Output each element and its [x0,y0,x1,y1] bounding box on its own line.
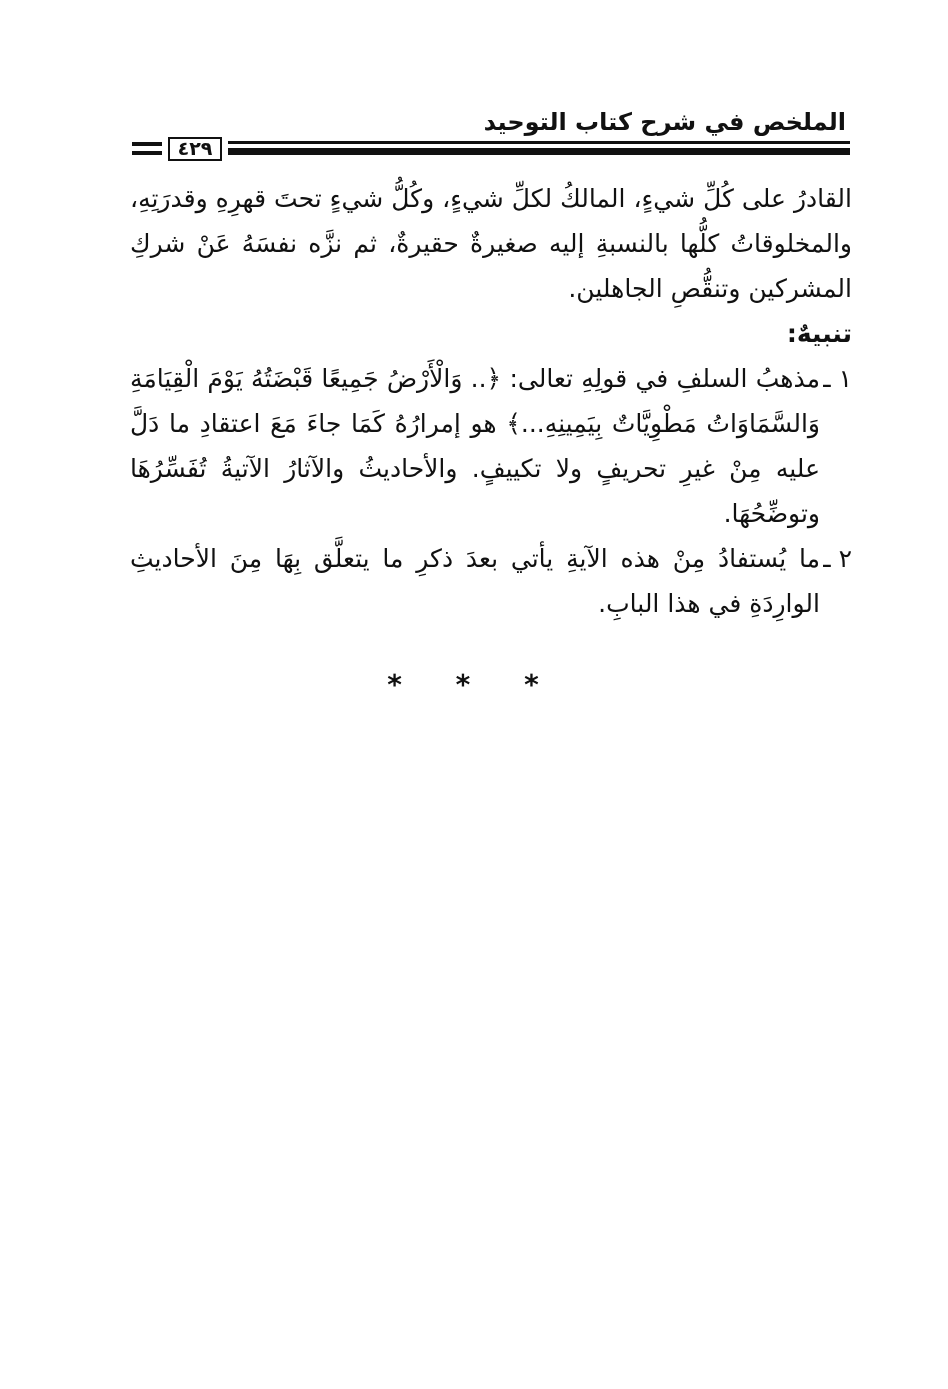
header-rule-short-bottom [132,151,162,155]
list-item-number: ١ ـ [823,364,852,393]
running-title: الملخص في شرح كتاب التوحيد [483,108,846,136]
header-rule-long-thick [228,148,850,155]
list-item [130,356,852,536]
header-rule-long-thin [228,141,850,144]
list-item [130,536,852,626]
list-item-text: ما يُستفادُ مِنْ هذه الآيةِ يأتي بعدَ ذكرِ ما يتعلَّق بِهَا مِنَ الأحاديثِ الوارِدَةِ في هذا البابِ. [130,544,820,618]
section-separator: * * * [387,668,561,701]
note-heading: تنبيهٌ: [786,319,852,348]
intro-paragraph: القادرُ على كُلِّ شيءٍ، المالكُ لكلِّ شيءٍ، وكُلُّ شيءٍ تحتَ قهرِهِ وقدرَتِهِ، والمخلوقاتُ كلُّها بالنسبةِ إليه صغيرةٌ حقيرةٌ، ثم نزَّه نفسَهُ عَنْ شركِ المشركين وتنقُّصِ الجاهلين. [130,184,852,303]
page-body [130,176,852,626]
header-rule-short-top [132,142,162,146]
list-item-number: ٢ ـ [823,544,852,573]
page-number: ٤٢٩ [168,137,222,161]
list-item-text: مذهبُ السلفِ في قولِهِ تعالى: ﴿.. وَالْأَرْضُ جَمِيعًا قَبْضَتُهُ يَوْمَ الْقِيَامَةِ وَالسَّمَاوَاتُ مَطْوِيَّاتٌ بِيَمِينِهِ...﴾ هو إمرارُهُ كَمَا جاءَ مَعَ اعتقادِ ما دَلَّ عليه مِنْ غيرِ تحريفٍ ولا تكييفٍ. والأحاديثُ والآثارُ الآتيةُ تُفَسِّرُهَا وتوضِّحُهَا. [130,364,820,528]
